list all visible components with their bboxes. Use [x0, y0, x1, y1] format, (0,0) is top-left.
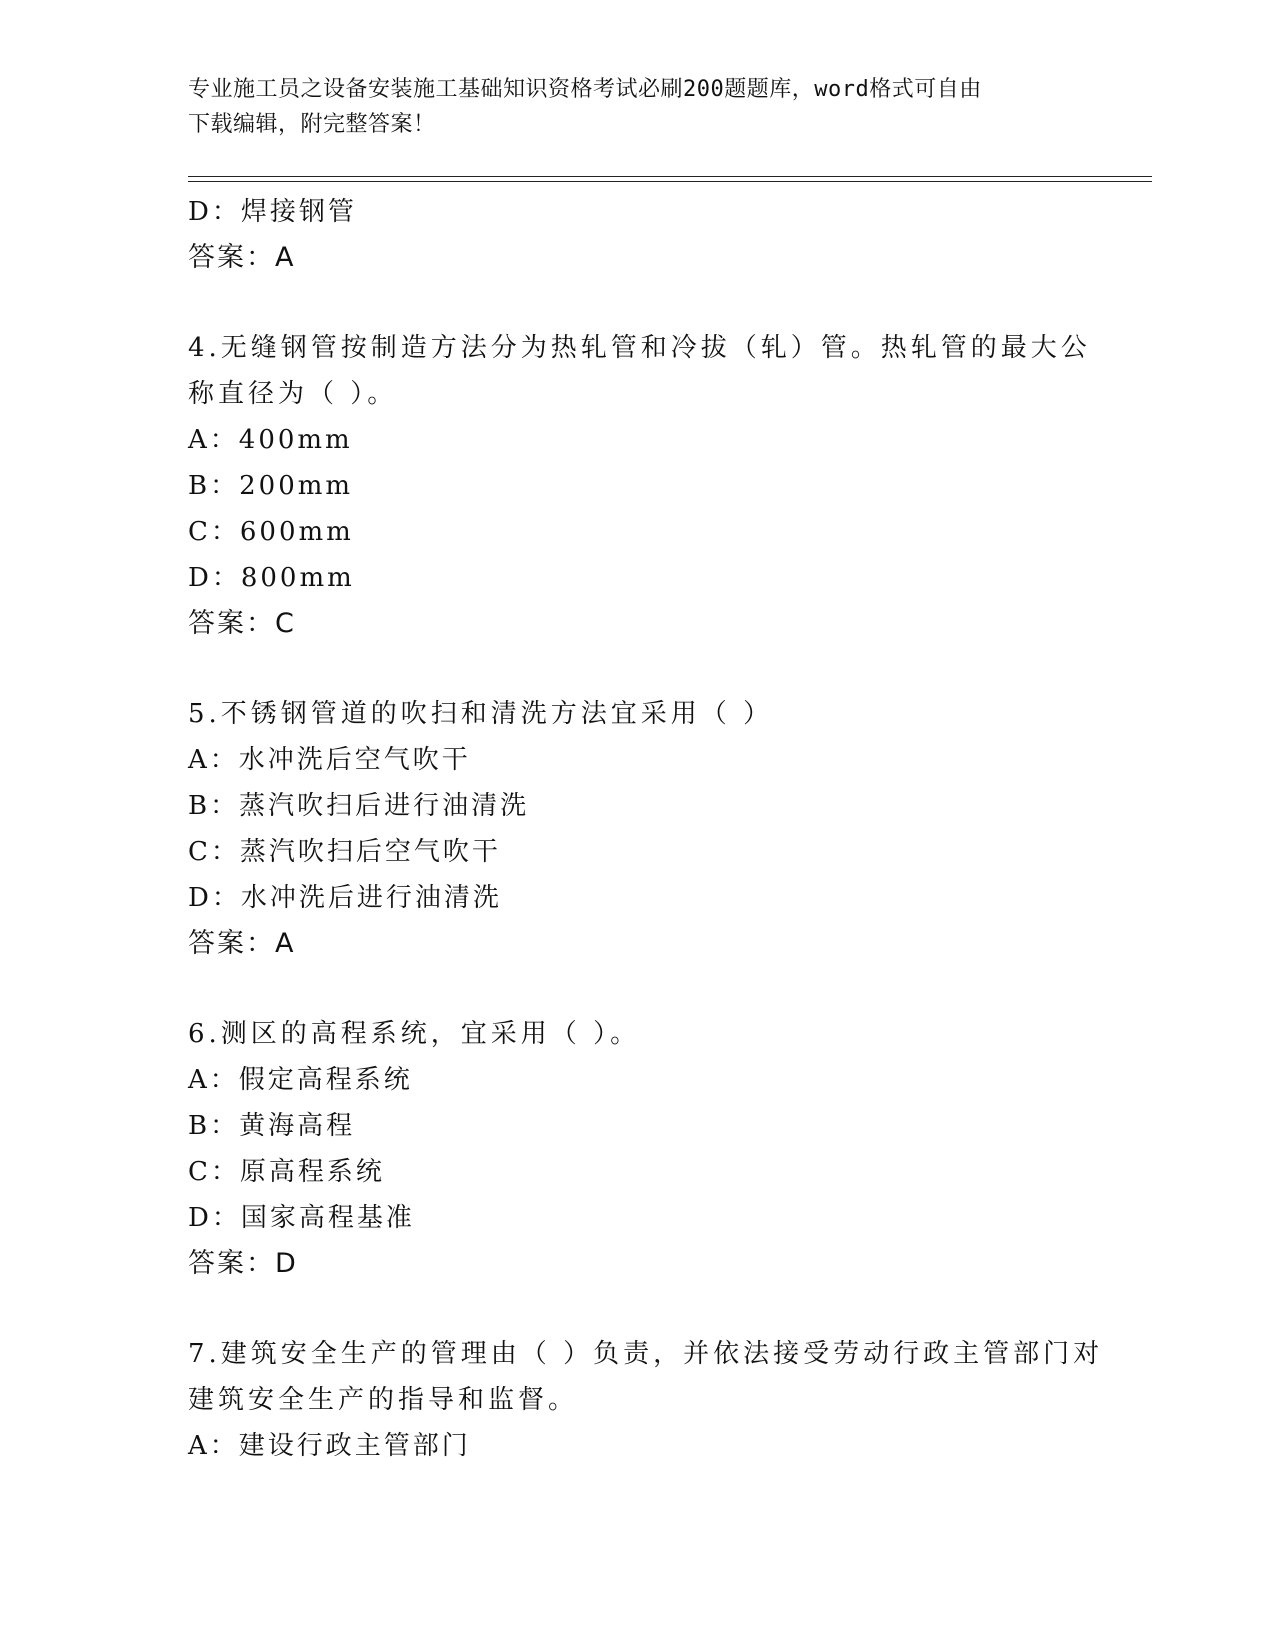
question-text: 称直径为（ ）。	[188, 379, 398, 409]
option-a: A：400mm	[188, 425, 353, 455]
header-rule-top	[188, 176, 1152, 177]
option-a: A：建设行政主管部门	[188, 1431, 471, 1461]
option-b: B：蒸汽吹扫后进行油清洗	[188, 791, 530, 821]
question-5	[188, 691, 1088, 967]
option-c: C：原高程系统	[188, 1157, 385, 1187]
question-text: 建筑安全生产的指导和监督。	[188, 1385, 579, 1415]
answer-line: 答案：D	[188, 1248, 298, 1279]
option-a: A：假定高程系统	[188, 1065, 413, 1095]
document-body	[188, 189, 1104, 1469]
option-d: D：焊接钢管	[188, 197, 357, 227]
option-c: C：600mm	[188, 517, 354, 547]
header-line-1: 专业施工员之设备安装施工基础知识资格考试必刷200题题库，word格式可自由	[188, 77, 982, 102]
option-d: D：国家高程基准	[188, 1203, 415, 1233]
answer-line: 答案：C	[188, 608, 296, 639]
question-gap	[188, 281, 1088, 325]
page-header	[188, 72, 1088, 142]
question-7	[188, 1331, 1104, 1469]
question-gap	[188, 967, 1088, 1011]
question-text: 6.测区的高程系统，宜采用（ ）。	[188, 1019, 641, 1049]
option-c: C：蒸汽吹扫后空气吹干	[188, 837, 501, 867]
header-line-2: 下载编辑，附完整答案！	[188, 112, 436, 137]
question-gap	[188, 1287, 1088, 1331]
question-text: 4.无缝钢管按制造方法分为热轧管和冷拔（轧）管。热轧管的最大公	[188, 333, 1091, 363]
option-d: D：800mm	[188, 563, 355, 593]
option-d: D：水冲洗后进行油清洗	[188, 883, 502, 913]
question-text: 7.建筑安全生产的管理由（ ）负责，并依法接受劳动行政主管部门对	[188, 1339, 1104, 1369]
question-gap	[188, 647, 1088, 691]
answer-line: 答案：A	[188, 242, 296, 273]
question-text: 5.不锈钢管道的吹扫和清洗方法宜采用（ ）	[188, 699, 774, 729]
option-b: B：200mm	[188, 471, 354, 501]
answer-line: 答案：A	[188, 928, 296, 959]
header-rule-bottom	[188, 181, 1152, 182]
question-4	[188, 325, 1091, 647]
option-b: B：黄海高程	[188, 1111, 356, 1141]
question-6	[188, 1011, 1088, 1287]
option-a: A：水冲洗后空气吹干	[188, 745, 471, 775]
